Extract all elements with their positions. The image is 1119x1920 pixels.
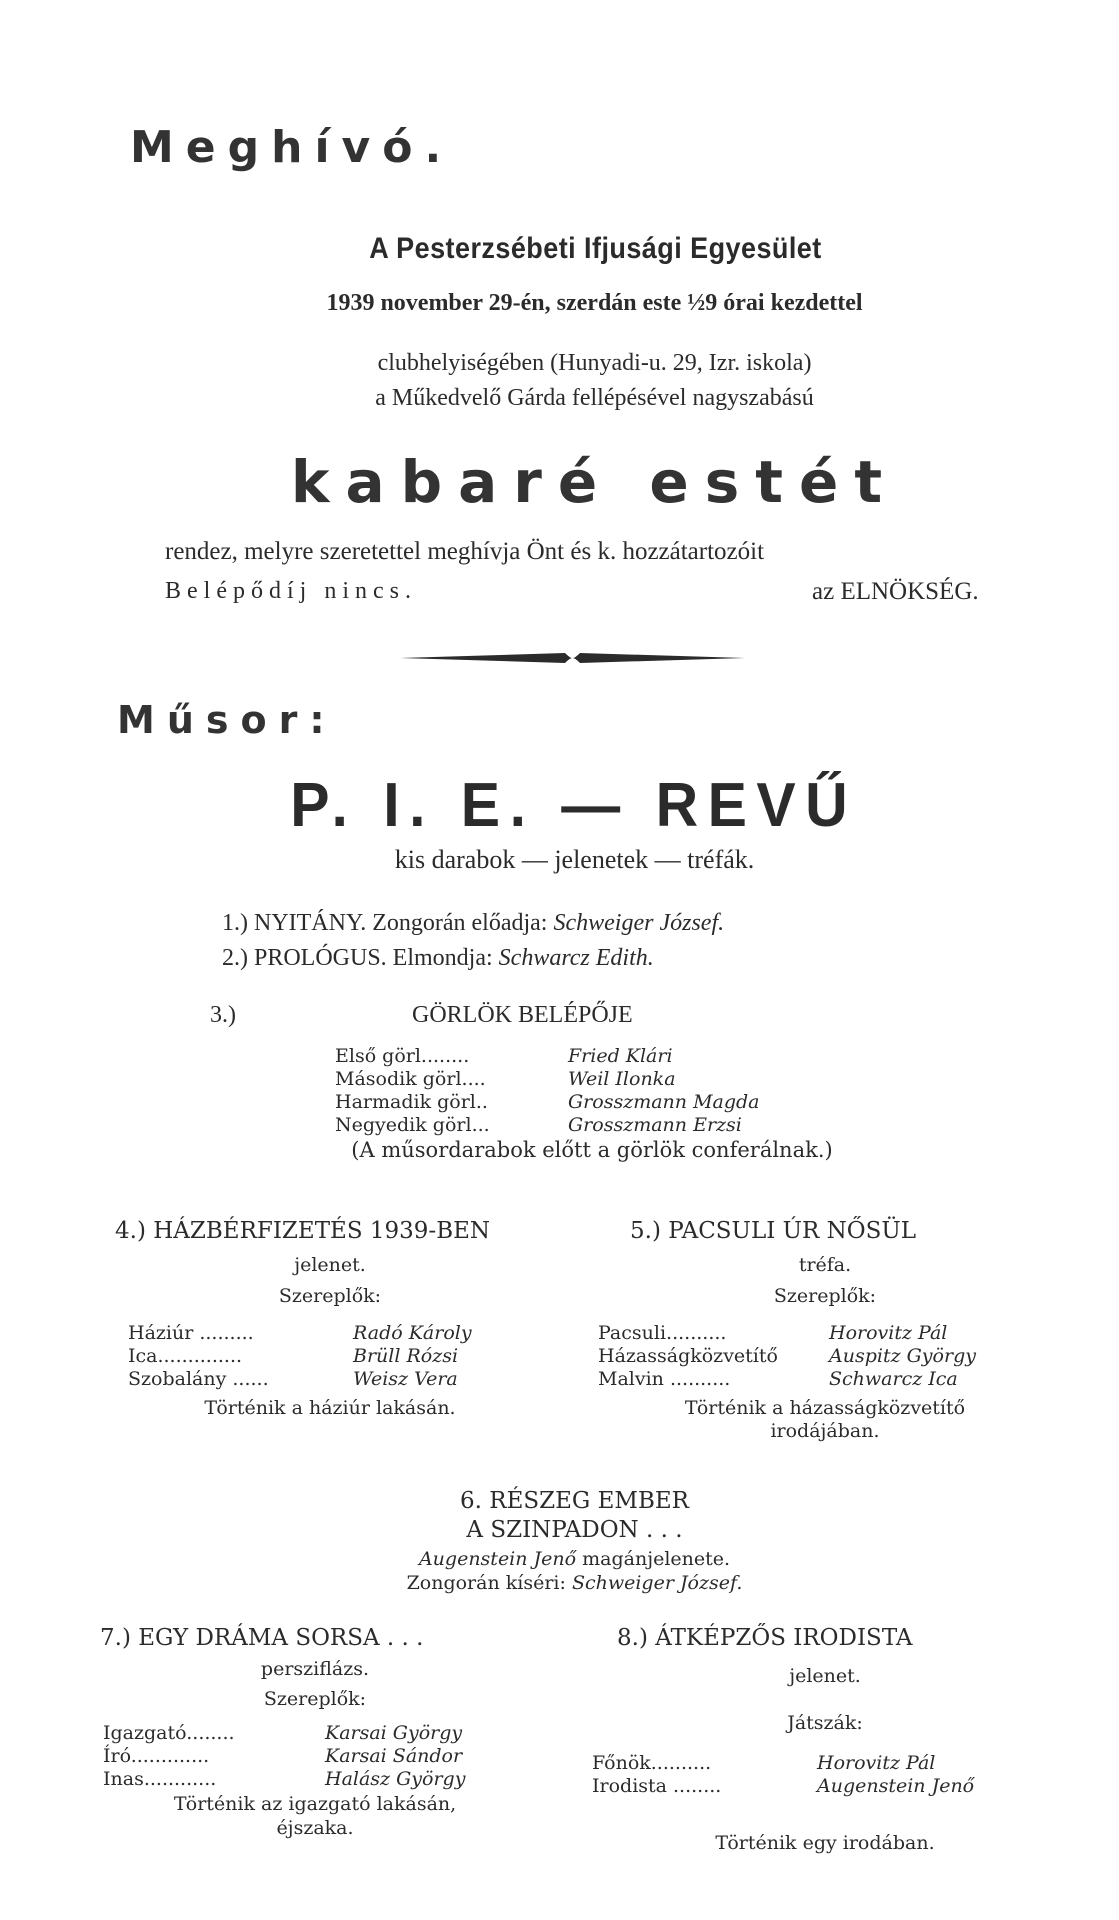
item-7-note: Történik az igazgató lakásán, [173,1793,457,1815]
accompanist-name: Schweiger József. [571,1572,743,1594]
cast-list-item-7 [103,1722,465,1791]
event-location: clubhelyiségében (Hunyadi-u. 29, Izr. iskola) [377,350,812,376]
cast-row [592,1775,974,1798]
event-performers-line [0,385,1119,412]
programme-item-4-title: 4.) HÁZBÉRFIZETÉS 1939-BEN [115,1218,491,1244]
performer-suffix: magánjelenete. [576,1548,731,1570]
programme-item-1 [222,910,724,937]
performer-name: Schwarcz Edith. [498,945,654,971]
item-4-note: Történik a háziúr lakásán. [204,1397,456,1419]
item-8-cast-label: Játszák: [787,1712,863,1734]
item-8-type: jelenet. [789,1665,861,1687]
actor: Auspitz György [829,1345,976,1367]
performer-name: Augenstein Jenő [418,1548,577,1570]
item-5-cast-label: Szereplők: [773,1285,877,1307]
role: Igazgató........ [103,1722,235,1744]
role: Háziúr ......... [128,1322,254,1344]
actor: Schwarcz Ica [829,1368,958,1390]
role: Szobalány ...... [128,1368,269,1390]
actor: Fried Klári [568,1045,673,1067]
role: Főnök.......... [592,1752,712,1774]
role: Ica.............. [128,1345,243,1367]
actor: Grosszmann Magda [568,1091,760,1113]
item-8-note: Történik egy irodában. [715,1832,935,1854]
performer-name: Schweiger József. [553,910,725,936]
cast-row [103,1768,465,1791]
actor: Weisz Vera [353,1368,458,1390]
cast-row [335,1114,760,1137]
item-7-type: persziflázs. [260,1658,370,1680]
item-7-cast-label: Szereplők: [263,1688,367,1710]
document-title: Meghívó. [130,122,454,173]
item-7-note-cont: éjszaka. [276,1817,354,1839]
event-date: 1939 november 29-én, szerdán este ½9 órai kezdettel [326,290,863,316]
role: Pacsuli.......... [598,1322,727,1344]
performers-text: a Műkedvelő Gárda fellépésével nagyszabású [375,385,814,411]
role: Házasságközvetítő [598,1345,778,1367]
item-6-accompaniment-line [0,1572,1119,1594]
programme-item-3-number: 3.) [210,1002,236,1028]
item-label: 2.) PROLÓGUS. Elmondja: [222,945,499,971]
cast-list-item-4 [128,1322,472,1391]
role: Író............. [103,1745,210,1767]
programme-item-6-title: 6. RÉSZEG EMBER [460,1488,689,1514]
cast-row [598,1345,976,1368]
cast-row [335,1068,760,1091]
programme-item-8-title: 8.) ÁTKÉPZŐS IRODISTA [617,1625,913,1651]
programme-item-3-title: GÖRLÖK BELÉPŐJE [412,1002,633,1028]
programme-item-7-title: 7.) EGY DRÁMA SORSA . . . [100,1625,424,1651]
actor: Horovitz Pál [829,1322,948,1344]
organization-name: A Pesterzsébeti Ifjusági Egyesület [369,232,822,265]
actor: Augenstein Jenő [817,1775,975,1797]
cast-list-item-8 [592,1752,974,1798]
programme-heading: Műsor: [117,698,337,742]
event-title: kabaré estét [290,448,899,516]
signature: az ELNÖKSÉG. [812,578,979,605]
cast-row [335,1091,760,1114]
role: Inas............ [103,1768,217,1790]
cast-row [103,1745,465,1768]
programme-item-5-title: 5.) PACSULI ÚR NŐSÜL [630,1218,917,1244]
cast-row [335,1045,760,1068]
item-5-note-cont: irodájában. [770,1420,880,1442]
programme-item-6-title-cont: A SZINPADON . . . [466,1517,683,1543]
programme-item-2 [222,945,654,972]
accompaniment-label: Zongorán kíséri: [406,1572,572,1594]
role: Malvin .......... [598,1368,731,1390]
actor: Horovitz Pál [817,1752,936,1774]
actor: Karsai Sándor [325,1745,463,1767]
actor: Karsai György [325,1722,463,1744]
cast-row [128,1345,472,1368]
actor: Brüll Rózsi [353,1345,459,1367]
item-6-performer-line [0,1548,1119,1570]
item-4-type: jelenet. [294,1254,366,1276]
cast-row [128,1368,472,1391]
item-4-cast-label: Szereplők: [278,1285,382,1307]
cast-row [128,1322,472,1345]
role: Első görl........ [335,1045,470,1067]
invitation-line: rendez, melyre szeretettel meghívja Önt és k. hozzátartozóit [165,538,765,565]
cast-row [103,1722,465,1745]
item-label: 1.) NYITÁNY. Zongorán előadja: [222,910,554,936]
actor: Weil Ilonka [568,1068,676,1090]
item-5-note: Történik a házasságközvetítő [684,1397,966,1419]
cast-list-item-5 [598,1322,976,1391]
programme-note: (A műsordarabok előtt a görlök conferálnak.) [351,1138,833,1162]
actor: Radó Károly [353,1322,472,1344]
cast-row [598,1368,976,1391]
cast-list-item-3 [335,1045,760,1137]
actor: Grosszmann Erzsi [568,1114,742,1136]
show-subtitle: kis darabok — jelenetek — tréfák. [394,845,755,874]
cast-row [598,1322,976,1345]
cast-row [592,1752,974,1775]
actor: Halász György [325,1768,466,1790]
entry-fee: Belépődíj nincs. [165,578,417,604]
item-5-type: tréfa. [798,1254,852,1276]
show-title: P. I. E. — REVŰ [290,771,858,840]
role: Második görl.... [335,1068,486,1090]
divider-ornament-icon [400,648,745,668]
role: Harmadik görl.. [335,1091,488,1113]
role: Irodista ........ [592,1775,722,1797]
role: Negyedik görl... [335,1114,490,1136]
